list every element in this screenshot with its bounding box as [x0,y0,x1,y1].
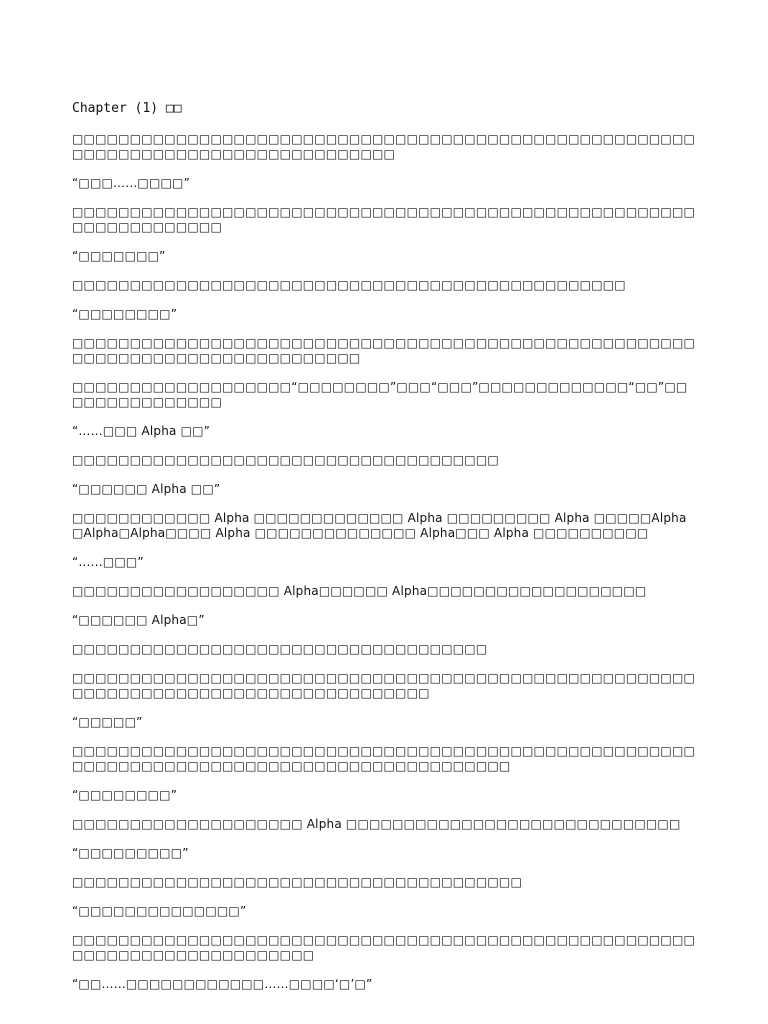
paragraph: □□□□□□□□□□□□□□□□□□ Alpha□□□□□□ Alpha□□□□□□□□□□□□□□□□□□□ [72,584,647,598]
paragraph: □□□□□□□□□□□□□□□□□□□□□□□□□□□□□□□□□□□□□□□□□□□□□□□□□□□□□□□□□□□□□□□□□□□□□□□□□□□□□□□□□□□□□ [72,671,696,700]
paragraph: □□□□□□□□□□□□ Alpha □□□□□□□□□□□□□ Alpha □□□□□□□□□ Alpha □□□□□Alpha□Alpha□Alpha□□□□ Alpha □□□□□□□□□□□□□□ Alpha□□□ Alpha □□□□□□□□□□ [72,511,687,540]
paragraph: □□□□□□□□□□□□□□□□□□□□□□□□□□□□□□□□□□□□□□□□□□□□□□□□□□□□□□□□□□□□□□□□□□□□□□□□□□□ [72,933,696,962]
paragraph: □□□□□□□□□□□□□□□□□□□□□□□□□□□□□□□□□□□□ [72,642,488,656]
paragraph: □□□□□□□□□□□□□□□□□□□□□□□□□□□□□□□□□□□□□□□ [72,875,522,889]
dialogue-line: “□□……□□□□□□□□□□□□……□□□□‘□’□” [72,977,373,991]
dialogue-line: “□□□□□□□” [72,249,166,263]
dialogue-line: “□□□□□□□□□” [72,846,189,860]
paragraph: □□□□□□□□□□□□□□□□□□□□□□□□□□□□□□□□□□□□□□□□□□□□□□□□□□□□□□□□□□□□□□□□□□□ [72,205,696,234]
dialogue-line: “□□□□□□□□” [72,788,178,802]
dialogue-line: “□□□□□□ Alpha□” [72,613,205,627]
dialogue-line: “□□□……□□□□” [72,176,190,190]
document-page [72,100,696,1006]
paragraph: □□□□□□□□□□□□□□□□□□□“□□□□□□□□”□□□“□□□”□□□□□□□□□□□□□“□□”□□□□□□□□□□□□□□□ [72,380,688,409]
dialogue-line: “……□□□ Alpha □□” [72,424,211,438]
paragraph: □□□□□□□□□□□□□□□□□□□□ Alpha □□□□□□□□□□□□□□□□□□□□□□□□□□□□□ [72,817,681,831]
chapter-title: Chapter (1) □□ [72,101,182,116]
dialogue-line: “□□□□□□□□” [72,307,178,321]
paragraph: □□□□□□□□□□□□□□□□□□□□□□□□□□□□□□□□□□□□□□□□□□□□□□□□ [72,278,626,292]
dialogue-line: “□□□□□□ Alpha □□” [72,482,221,496]
dialogue-line: “□□□□□□□□□□□□□□” [72,904,247,918]
paragraph: □□□□□□□□□□□□□□□□□□□□□□□□□□□□□□□□□□□□□□□□□□□□□□□□□□□□□□□□□□□□□□□□□□□□□□□□□□□□□□□ [72,336,696,365]
dialogue-line: “□□□□□” [72,715,143,729]
paragraph: □□□□□□□□□□□□□□□□□□□□□□□□□□□□□□□□□□□□□□□□□□□□□□□□□□□□□□□□□□□□□□□□□□□□□□□□□□□□□□□□□□ [72,132,696,161]
paragraph: □□□□□□□□□□□□□□□□□□□□□□□□□□□□□□□□□□□□□ [72,453,499,467]
dialogue-line: “……□□□” [72,555,144,569]
paragraph: □□□□□□□□□□□□□□□□□□□□□□□□□□□□□□□□□□□□□□□□□□□□□□□□□□□□□□□□□□□□□□□□□□□□□□□□□□□□□□□□□□□□□□□□□□□□ [72,744,696,773]
